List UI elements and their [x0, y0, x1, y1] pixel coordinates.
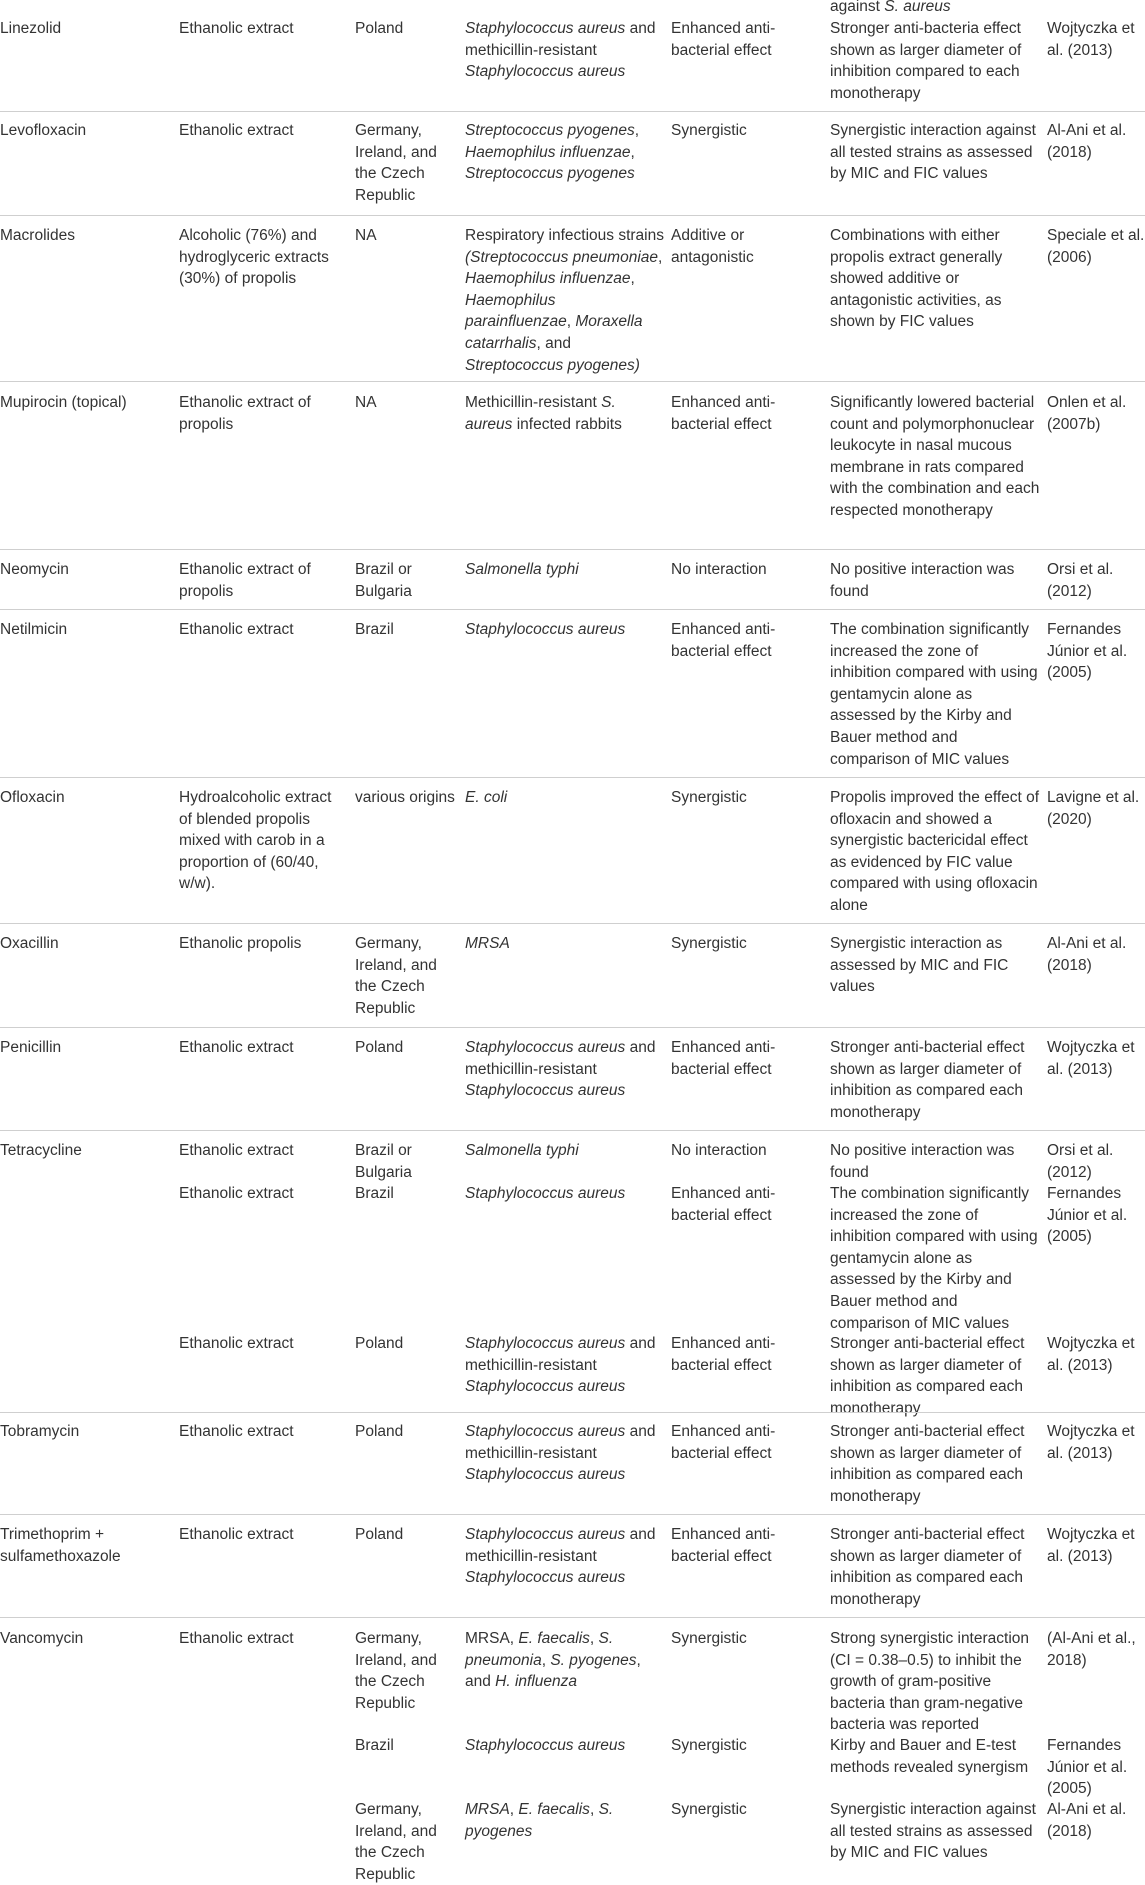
- bacteria-text-segment: ,: [634, 122, 640, 139]
- row-divider: [0, 609, 1145, 610]
- drug-name: Tobramycin: [0, 1423, 80, 1440]
- reference: Wojtyczka et al. (2013): [1047, 1039, 1135, 1078]
- bacteria-text-segment: Staphylococcus aureus: [465, 1569, 626, 1587]
- propolis-origin: Poland: [355, 1039, 404, 1056]
- interaction-effect: Synergistic: [671, 1801, 747, 1818]
- propolis-origin: Poland: [355, 1335, 404, 1352]
- bacteria-text-segment: and methicillin-resistant: [465, 1423, 656, 1462]
- drug-name: Linezolid: [0, 20, 62, 37]
- interaction-effect: Enhanced anti-bacterial effect: [671, 1526, 776, 1565]
- observation: No positive interaction was found: [830, 1142, 1015, 1181]
- tested-bacteria: [465, 1333, 665, 1398]
- observation: Propolis improved the effect of ofloxacin and showed a synergistic bactericidal effect as evidenced by FIC value compared with using ofloxacin alone: [830, 789, 1040, 914]
- bacteria-text-segment: and methicillin-resistant: [465, 1039, 656, 1078]
- reference: Orsi et al. (2012): [1047, 561, 1114, 600]
- interaction-effect: Synergistic: [671, 1630, 747, 1647]
- reference: Fernandes Júnior et al. (2005): [1047, 621, 1128, 682]
- tested-bacteria: [465, 225, 665, 376]
- bacteria-text-segment: ,: [541, 1651, 551, 1669]
- bacteria-text-segment: Haemophilus parainfluenzae: [465, 291, 567, 331]
- propolis-extract: Ethanolic extract: [179, 1185, 294, 1202]
- propolis-origin: Germany, Ireland, and the Czech Republic: [355, 122, 437, 204]
- bacteria-text-segment: Staphylococcus aureus: [465, 1526, 626, 1543]
- bacteria-text-segment: Staphylococcus aureus: [465, 1737, 626, 1754]
- propolis-origin: Poland: [355, 20, 404, 37]
- reference: Al-Ani et al. (2018): [1047, 122, 1127, 161]
- bacteria-text-segment: Staphylococcus aureus: [465, 1466, 626, 1484]
- bacteria-text-segment: Moraxella catarrhalis: [465, 313, 643, 352]
- observation: Stronger anti-bacterial effect shown as larger diameter of inhibition as compared each monotherapy: [830, 1423, 1025, 1505]
- bacteria-text-segment: E. faecalis: [518, 1801, 590, 1818]
- propolis-extract: Ethanolic extract: [179, 621, 294, 638]
- propolis-extract: Ethanolic propolis: [179, 935, 302, 952]
- bacteria-text-segment: Staphylococcus aureus: [465, 621, 626, 638]
- observation: Kirby and Bauer and E-test methods revealed synergism: [830, 1737, 1029, 1776]
- drug-name: Vancomycin: [0, 1630, 84, 1647]
- drug-name: Trimethoprim + sulfamethoxazole: [0, 1526, 121, 1565]
- drug-name: Netilmicin: [0, 621, 68, 638]
- propolis-extract: Ethanolic extract: [179, 122, 294, 139]
- tested-bacteria: [465, 1799, 665, 1842]
- propolis-extract: Ethanolic extract of propolis: [179, 394, 311, 433]
- row-divider: [0, 1412, 1145, 1413]
- propolis-extract: Ethanolic extract: [179, 1630, 294, 1647]
- observation: Combinations with either propolis extract generally showed additive or antagonistic activities, as shown by FIC values: [830, 227, 1003, 331]
- bacteria-text-segment: Staphylococcus aureus: [465, 1082, 626, 1100]
- interaction-effect: Enhanced anti-bacterial effect: [671, 394, 776, 433]
- bacteria-text-segment: infected rabbits: [512, 415, 622, 433]
- tested-bacteria: [465, 120, 665, 185]
- propolis-origin: Poland: [355, 1526, 404, 1543]
- bacteria-text-segment: Haemophilus influenzae: [465, 143, 631, 161]
- reference: Al-Ani et al. (2018): [1047, 1801, 1127, 1840]
- bacteria-text-segment: Salmonella typhi: [465, 1142, 579, 1159]
- reference: (Al-Ani et al., 2018): [1047, 1630, 1136, 1669]
- tested-bacteria: [465, 1735, 665, 1757]
- propolis-origin: Brazil: [355, 621, 394, 638]
- bacteria-text-segment: MRSA: [465, 935, 510, 952]
- observation: The combination significantly increased the zone of inhibition compared with using gentamycin alone as assessed by the Kirby and Bauer method and comparison of MIC values: [830, 621, 1038, 768]
- propolis-origin: Germany, Ireland, and the Czech Republic: [355, 1630, 437, 1712]
- bacteria-text-segment: Respiratory infectious strains: [465, 227, 664, 244]
- bacteria-text-segment: , and: [536, 334, 571, 352]
- observation: No positive interaction was found: [830, 561, 1015, 600]
- propolis-extract: Ethanolic extract of propolis: [179, 561, 311, 600]
- drug-name: Mupirocin (topical): [0, 394, 127, 411]
- tested-bacteria: [465, 392, 665, 435]
- row-divider: [0, 1130, 1145, 1131]
- bacteria-text-segment: Staphylococcus aureus: [465, 1185, 626, 1202]
- bacteria-text-segment: Salmonella typhi: [465, 561, 579, 578]
- tested-bacteria: [465, 559, 665, 581]
- bacteria-text-segment: Staphylococcus aureus: [465, 1039, 626, 1056]
- propolis-origin: Germany, Ireland, and the Czech Republic: [355, 935, 437, 1017]
- bacteria-text-segment: S. pyogenes: [550, 1651, 637, 1669]
- propolis-origin: Brazil: [355, 1185, 394, 1202]
- bacteria-text-segment: Methicillin-resistant: [465, 394, 602, 411]
- propolis-extract: Ethanolic extract: [179, 20, 294, 37]
- bacteria-text-segment: and methicillin-resistant: [465, 1335, 656, 1374]
- bacteria-text-segment: S. pyogenes: [465, 1801, 614, 1840]
- bacteria-text-segment: ,: [589, 1801, 599, 1818]
- reference: Fernandes Júnior et al. (2005): [1047, 1185, 1128, 1246]
- propolis-origin: NA: [355, 394, 377, 411]
- drug-name: Ofloxacin: [0, 789, 65, 806]
- row-divider: [0, 923, 1145, 924]
- reference: Al-Ani et al. (2018): [1047, 935, 1127, 974]
- interaction-effect: Enhanced anti-bacterial effect: [671, 1335, 776, 1374]
- tested-bacteria: [465, 1524, 665, 1589]
- observation: Synergistic interaction against all tested strains as assessed by MIC and FIC values: [830, 122, 1036, 183]
- row-divider: [0, 777, 1145, 778]
- bacteria-text-segment: Streptococcus pyogenes): [465, 356, 640, 374]
- reference: Wojtyczka et al. (2013): [1047, 1526, 1135, 1565]
- bacteria-text-segment: ,: [566, 313, 576, 331]
- bacteria-text-segment: ,: [509, 1801, 519, 1818]
- tested-bacteria: [465, 787, 665, 809]
- bacteria-text-segment: Streptococcus pyogenes: [465, 122, 635, 139]
- drug-name: Oxacillin: [0, 935, 59, 952]
- row-divider: [0, 381, 1145, 382]
- bacteria-text-segment: ,: [658, 248, 663, 266]
- tested-bacteria: [465, 1628, 665, 1693]
- tested-bacteria: [465, 1140, 665, 1162]
- propolis-origin: Brazil: [355, 1737, 394, 1754]
- bacteria-text-segment: S. aureus: [465, 394, 616, 433]
- drug-name: Levofloxacin: [0, 122, 87, 139]
- reference: Onlen et al. (2007b): [1047, 394, 1127, 433]
- bacteria-text-segment: MRSA,: [465, 1630, 519, 1647]
- bacteria-text-segment: Staphylococcus aureus: [465, 1378, 626, 1396]
- continued-observation-fragment: [830, 0, 1040, 18]
- drug-name: Macrolides: [0, 227, 75, 244]
- bacteria-text-segment: and methicillin-resistant: [465, 20, 656, 59]
- reference: Wojtyczka et al. (2013): [1047, 1423, 1135, 1462]
- tested-bacteria: [465, 1037, 665, 1102]
- row-divider: [0, 1514, 1145, 1515]
- interaction-effect: Enhanced anti-bacterial effect: [671, 1185, 776, 1224]
- interaction-effect: No interaction: [671, 561, 767, 578]
- propolis-extract: Hydroalcoholic extract of blended propolis mixed with carob in a proportion of (60/40, w/w).: [179, 789, 332, 893]
- interaction-effect: Enhanced anti-bacterial effect: [671, 20, 776, 59]
- bacteria-text-segment: against: [830, 0, 885, 15]
- reference: Speciale et al. (2006): [1047, 227, 1145, 266]
- bacteria-text-segment: MRSA: [465, 1801, 510, 1818]
- observation: Stronger anti-bacteria effect shown as larger diameter of inhibition compared to each monotherapy: [830, 20, 1022, 102]
- reference: Fernandes Júnior et al. (2005): [1047, 1737, 1128, 1798]
- bacteria-text-segment: E. faecalis: [518, 1630, 590, 1647]
- propolis-extract: Ethanolic extract: [179, 1142, 294, 1159]
- drug-name: Neomycin: [0, 561, 69, 578]
- bacteria-text-segment: Staphylococcus aureus: [465, 20, 626, 37]
- bacteria-text-segment: Staphylococcus aureus: [465, 1335, 626, 1352]
- observation: Strong synergistic interaction (CI = 0.38–0.5) to inhibit the growth of gram-positive bacteria than gram-negative bacteria was reported: [830, 1630, 1030, 1734]
- bacteria-text-segment: (Streptococcus pneumoniae: [465, 248, 659, 266]
- bacteria-text-segment: E. coli: [465, 789, 508, 806]
- bacteria-text-segment: ,: [589, 1630, 599, 1647]
- observation: Stronger anti-bacterial effect shown as larger diameter of inhibition as compared each monotherapy: [830, 1526, 1025, 1608]
- drug-name: Tetracycline: [0, 1142, 82, 1159]
- bacteria-text-segment: , and: [465, 1651, 641, 1691]
- bacteria-text-segment: Haemophilus influenzae: [465, 270, 631, 288]
- tested-bacteria: [465, 619, 665, 641]
- bacteria-text-segment: and methicillin-resistant: [465, 1526, 656, 1565]
- tested-bacteria: [465, 1183, 665, 1205]
- propolis-extract: Ethanolic extract: [179, 1423, 294, 1440]
- interaction-effect: Synergistic: [671, 789, 747, 806]
- propolis-origin: NA: [355, 227, 377, 244]
- observation: Stronger anti-bacterial effect shown as larger diameter of inhibition as compared each monotherapy: [830, 1335, 1025, 1417]
- interaction-effect: Synergistic: [671, 935, 747, 952]
- reference: Lavigne et al. (2020): [1047, 789, 1140, 828]
- propolis-extract: Ethanolic extract: [179, 1039, 294, 1056]
- row-divider: [0, 215, 1145, 216]
- propolis-origin: Poland: [355, 1423, 404, 1440]
- interaction-effect: Enhanced anti-bacterial effect: [671, 1039, 776, 1078]
- propolis-extract: Ethanolic extract: [179, 1526, 294, 1543]
- propolis-origin: Brazil or Bulgaria: [355, 561, 412, 600]
- observation: Synergistic interaction as assessed by MIC and FIC values: [830, 935, 1009, 996]
- interaction-effect: Synergistic: [671, 1737, 747, 1754]
- reference: Wojtyczka et al. (2013): [1047, 1335, 1135, 1374]
- row-divider: [0, 1617, 1145, 1618]
- observation: Significantly lowered bacterial count and polymorphonuclear leukocyte in nasal mucous membrane in rats compared with the combination and each respected monotherapy: [830, 394, 1040, 519]
- propolis-origin: various origins: [355, 789, 455, 806]
- interaction-effect: Enhanced anti-bacterial effect: [671, 621, 776, 660]
- bacteria-text-segment: Staphylococcus aureus: [465, 1423, 626, 1440]
- row-divider: [0, 111, 1145, 112]
- tested-bacteria: [465, 933, 665, 955]
- bacteria-text-segment: S. aureus: [884, 0, 951, 15]
- row-divider: [0, 549, 1145, 550]
- bacteria-text-segment: S. pneumonia: [465, 1630, 614, 1669]
- bacteria-text-segment: Staphylococcus aureus: [465, 63, 626, 81]
- bacteria-text-segment: ,: [630, 270, 635, 288]
- observation: Synergistic interaction against all tested strains as assessed by MIC and FIC values: [830, 1801, 1036, 1862]
- interaction-effect: No interaction: [671, 1142, 767, 1159]
- propolis-extract: Alcoholic (76%) and hydroglyceric extracts (30%) of propolis: [179, 227, 329, 288]
- observation: Stronger anti-bacterial effect shown as larger diameter of inhibition as compared each monotherapy: [830, 1039, 1025, 1121]
- interaction-effect: Enhanced anti-bacterial effect: [671, 1423, 776, 1462]
- bacteria-text-segment: H. influenza: [495, 1673, 578, 1691]
- reference: Orsi et al. (2012): [1047, 1142, 1114, 1181]
- bacteria-text-segment: Streptococcus pyogenes: [465, 165, 635, 183]
- reference: Wojtyczka et al. (2013): [1047, 20, 1135, 59]
- propolis-extract: Ethanolic extract: [179, 1335, 294, 1352]
- row-divider: [0, 1027, 1145, 1028]
- interaction-effect: Synergistic: [671, 122, 747, 139]
- propolis-origin: Brazil or Bulgaria: [355, 1142, 412, 1181]
- bacteria-text-segment: ,: [630, 143, 635, 161]
- observation: The combination significantly increased the zone of inhibition compared with using gentamycin alone as assessed by the Kirby and Bauer method and comparison of MIC values: [830, 1185, 1038, 1332]
- propolis-origin: Germany, Ireland, and the Czech Republic: [355, 1801, 437, 1883]
- tested-bacteria: [465, 1421, 665, 1486]
- tested-bacteria: [465, 18, 665, 83]
- interaction-effect: Additive or antagonistic: [671, 227, 754, 266]
- drug-name: Penicillin: [0, 1039, 62, 1056]
